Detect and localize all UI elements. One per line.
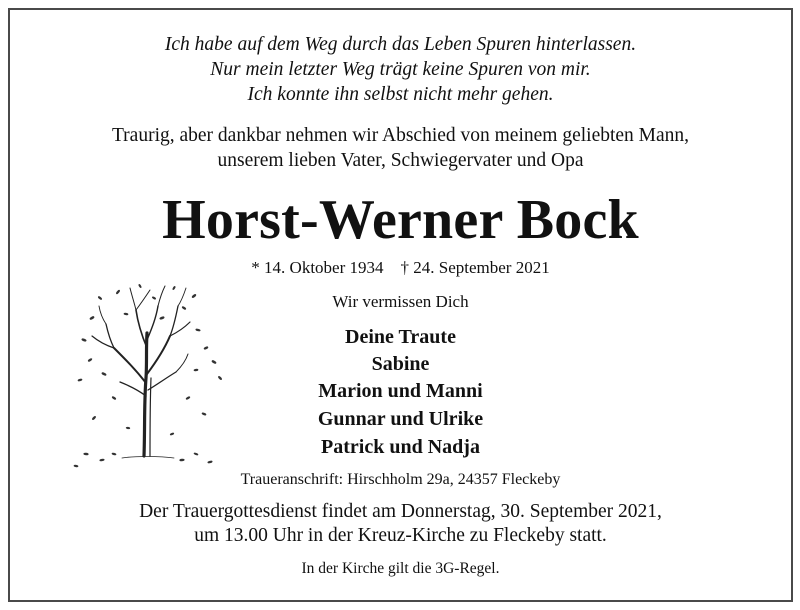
service-line-2: um 13.00 Uhr in der Kreuz-Kirche zu Fleckeby statt.	[194, 525, 607, 546]
miss-text: Wir vermissen Dich	[332, 292, 469, 311]
mourning-address: Traueranschrift: Hirschholm 29a, 24357 Fleckeby	[240, 471, 561, 488]
intro-line-1: Traurig, aber dankbar nehmen wir Abschied von meinem geliebten Mann,	[111, 125, 690, 146]
life-dates: * 14. Oktober 1934 † 24. September 2021	[251, 258, 550, 277]
deceased-name: Horst-Werner Bock	[162, 189, 639, 251]
family-member-2: Sabine	[371, 353, 430, 375]
family-member-4: Gunnar und Ulrike	[317, 408, 484, 430]
poem-line-3: Ich konnte ihn selbst nicht mehr gehen.	[247, 84, 554, 105]
family-member-3: Marion und Manni	[318, 380, 483, 402]
church-note: In der Kirche gilt die 3G-Regel.	[301, 560, 500, 577]
intro-line-2: unserem lieben Vater, Schwiegervater und Opa	[217, 150, 584, 171]
obituary-notice	[8, 8, 793, 602]
family-member-1: Deine Traute	[345, 326, 456, 348]
family-member-5: Patrick und Nadja	[321, 436, 480, 458]
poem-line-1: Ich habe auf dem Weg durch das Leben Spuren hinterlassen.	[164, 34, 637, 55]
service-line-1: Der Trauergottesdienst findet am Donnerstag, 30. September 2021,	[139, 501, 662, 522]
poem-line-2: Nur mein letzter Weg trägt keine Spuren von mir.	[210, 59, 591, 80]
tree-with-falling-leaves-icon	[70, 278, 230, 478]
